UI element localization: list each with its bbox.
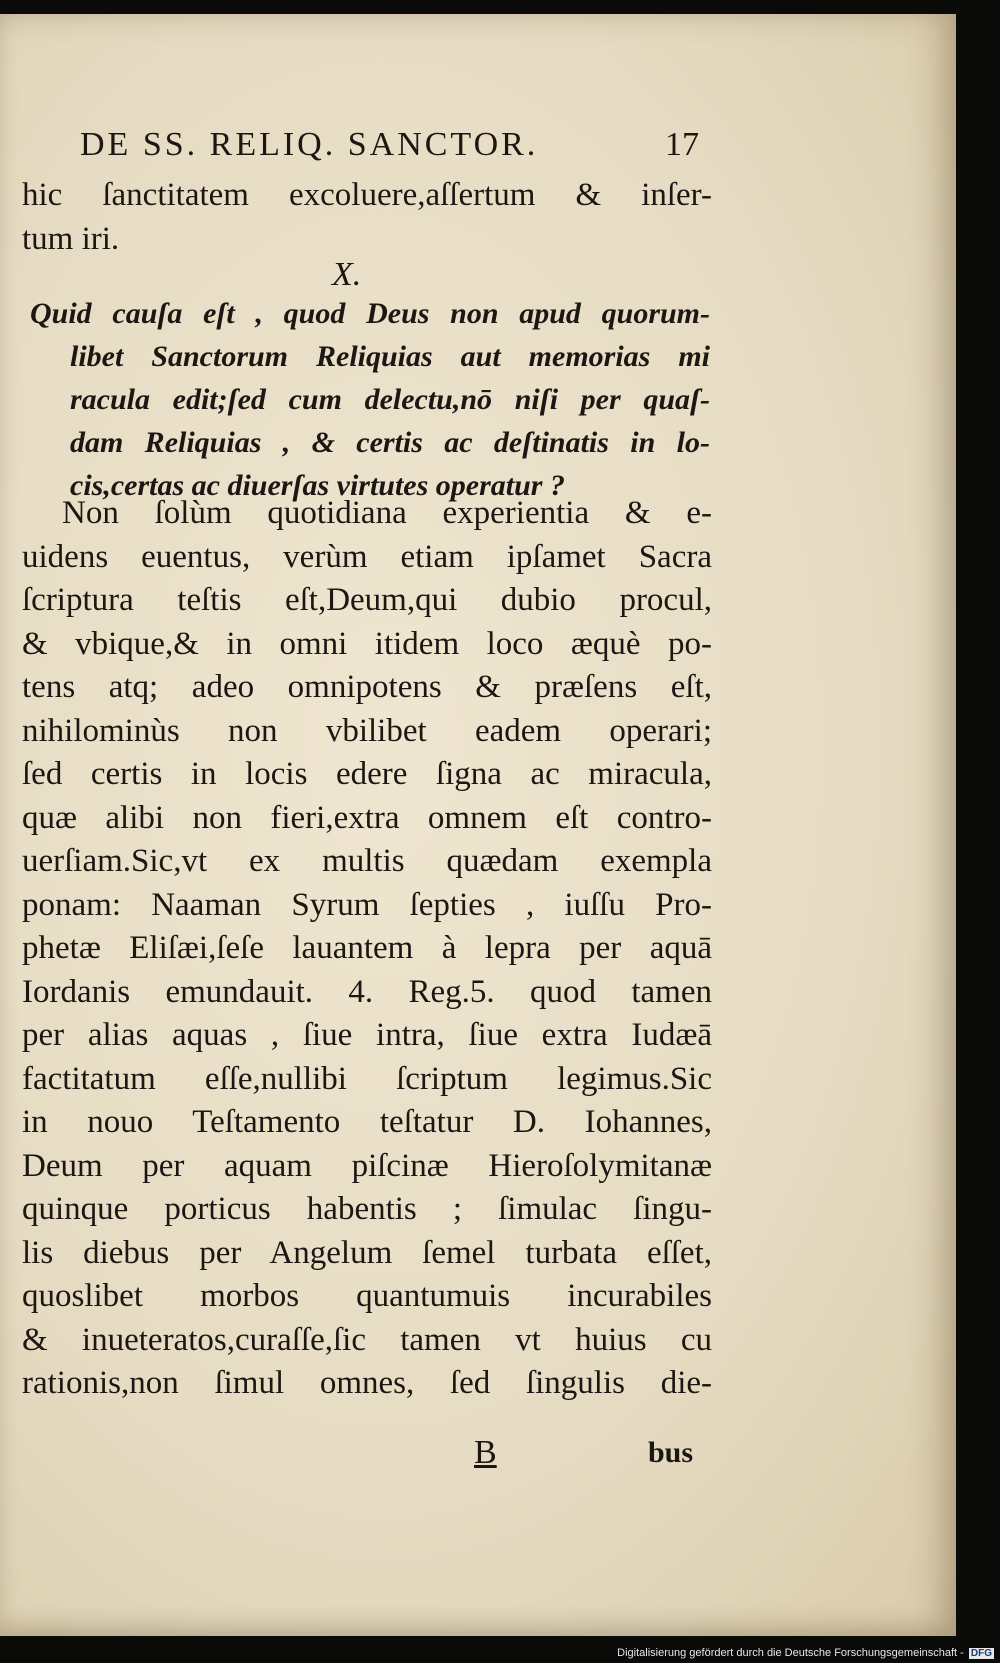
text-line: quoslibet morbos quantumuis incurabiles	[22, 1278, 712, 1314]
text-line: factitatum eſſe,nullibi ſcriptum legimus.Sic	[22, 1060, 712, 1097]
text-line: hic ſanctitatem excoluere,aſſertum & inſer-	[22, 177, 712, 213]
dfg-logo: DFG	[970, 1648, 992, 1659]
question-line: dam Reliquias , & certis ac deſtinatis in lo-	[70, 426, 710, 459]
text-line: & vbique,& in omni itidem loco æquè po-	[22, 625, 712, 662]
signature-mark: B	[474, 1434, 497, 1471]
question-line: racula edit;ſed cum delectu,nō niſi per quaſ-	[70, 383, 710, 416]
intro-paragraph	[22, 174, 712, 261]
text-line: rationis,non ſimul omnes, ſed ſingulis die-	[22, 1365, 712, 1401]
main-paragraph	[22, 492, 712, 1406]
book-page	[0, 14, 956, 1636]
text-line: uerſiam.Sic,vt ex multis quædam exempla	[22, 843, 712, 879]
text-line: lis diebus per Angelum ſemel turbata eſſet,	[22, 1234, 712, 1271]
section-question	[30, 292, 710, 507]
text-line: per alias aquas , ſiue intra, ſiue extra Iudæā	[22, 1017, 712, 1053]
text-line: ſcriptura teſtis eſt,Deum,qui dubio procul,	[22, 582, 712, 618]
text-line: ponam: Naaman Syrum ſepties , iuſſu Pro-	[22, 886, 712, 923]
question-line: cis,certas ac diuerſas virtutes operatur ?	[70, 469, 565, 502]
text-line: quæ alibi non fieri,extra omnem eſt contro-	[22, 799, 712, 836]
running-title: DE SS. RELIQ. SANCTOR.	[80, 126, 539, 163]
text-line: Deum per aquam piſcinæ Hieroſolymitanæ	[22, 1147, 712, 1184]
question-line: libet Sanctorum Reliquias aut memorias mi	[70, 340, 710, 373]
text-line: uidens euentus, verùm etiam ipſamet Sacra	[22, 538, 712, 575]
text-line: phetæ Eliſæi,ſeſe lauantem à lepra per aquā	[22, 930, 712, 966]
section-number: X.	[332, 256, 362, 293]
text-line: quinque porticus habentis ; ſimulac ſingu-	[22, 1191, 712, 1227]
catchword: bus	[648, 1436, 694, 1469]
text-line: Non ſolùm quotidiana experientia & e-	[62, 495, 712, 531]
text-line: tum iri.	[22, 220, 120, 257]
text-line: Iordanis emundauit. 4. Reg.5. quod tamen	[22, 973, 712, 1010]
text-line: tens atq; adeo omnipotens & præſens eſt,	[22, 669, 712, 705]
text-line: ſed certis in locis edere ſigna ac miracula,	[22, 756, 712, 792]
question-line: Quid cauſa eſt , quod Deus non apud quorum-	[30, 297, 710, 330]
text-line: in nouo Teſtamento teſtatur D. Iohannes,	[22, 1104, 712, 1140]
text-line: nihilominùs non vbilibet eadem operari;	[22, 712, 712, 749]
credit-text: Digitalisierung gefördert durch die Deutsche Forschungsgemeinschaft	[617, 1647, 958, 1659]
digitization-credit: Digitalisierung gefördert durch die Deutsche Forschungsgemeinschaft - DFG	[617, 1647, 992, 1659]
text-line: & inueteratos,curaſſe,ſic tamen vt huius cu	[22, 1321, 712, 1358]
page-number: 17	[665, 126, 699, 163]
